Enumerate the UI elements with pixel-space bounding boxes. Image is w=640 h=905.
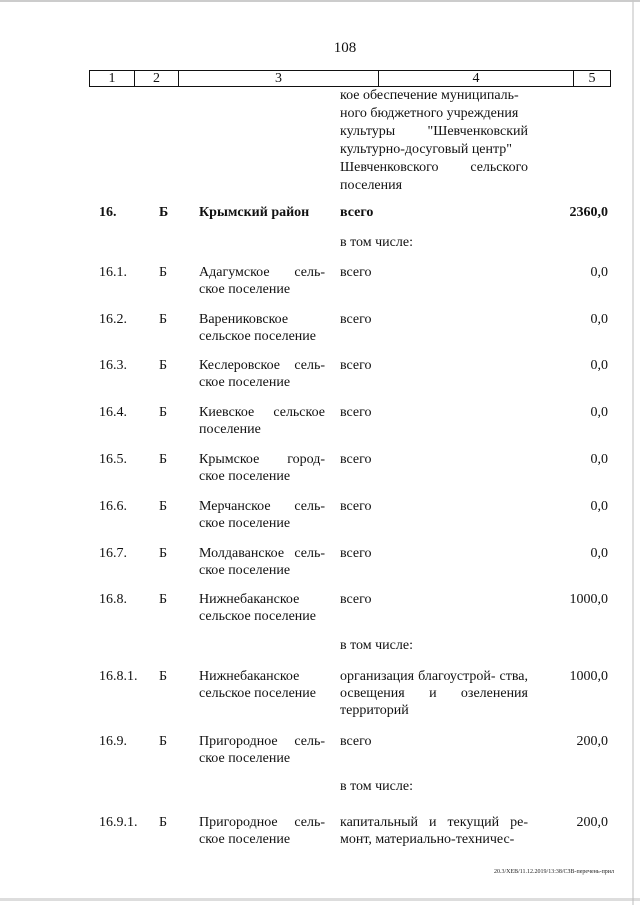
- row-amount: 200,0: [576, 734, 608, 749]
- row-category: Б: [159, 734, 168, 749]
- row-category: Б: [159, 592, 168, 607]
- row-name: Крымское город- ское поселение: [199, 452, 325, 484]
- row-number: 16.2.: [99, 312, 127, 327]
- row-description: всего: [340, 546, 372, 561]
- row-amount: 0,0: [590, 358, 608, 373]
- row-name: Варениковское сельское поселение: [199, 312, 316, 344]
- scan-edge-bottom: [0, 898, 640, 901]
- header-col-5: 5: [588, 71, 596, 86]
- row-amount: 2360,0: [569, 205, 608, 220]
- row-category: Б: [159, 265, 168, 280]
- including-label: в том числе:: [340, 235, 413, 250]
- row-amount: 0,0: [590, 546, 608, 561]
- row-number: 16.8.: [99, 592, 127, 607]
- row-description: всего: [340, 205, 374, 220]
- row-category: Б: [159, 452, 168, 467]
- row-description: всего: [340, 358, 372, 373]
- row-number: 16.9.1.: [99, 815, 138, 830]
- row-amount: 200,0: [576, 815, 608, 830]
- row-amount: 0,0: [590, 452, 608, 467]
- row-category: Б: [159, 815, 168, 830]
- row-number: 16.: [99, 205, 117, 220]
- including-label: в том числе:: [340, 638, 413, 653]
- row-name: Мерчанское сель- ское поселение: [199, 499, 325, 531]
- row-category: Б: [159, 499, 168, 514]
- row-name: Пригородное сель- ское поселение: [199, 815, 325, 847]
- document-footer-code: 20.3/ХЕВ/11.12.2019/13:38/СЗВ-перечень-прил: [493, 869, 614, 875]
- row-description: всего: [340, 592, 372, 607]
- row-number: 16.9.: [99, 734, 127, 749]
- including-label: в том числе:: [340, 779, 413, 794]
- row-number: 16.6.: [99, 499, 127, 514]
- row-category: Б: [159, 312, 168, 327]
- row-amount: 0,0: [590, 499, 608, 514]
- row-number: 16.5.: [99, 452, 127, 467]
- row-description: всего: [340, 452, 372, 467]
- row-description: всего: [340, 312, 372, 327]
- row-name: Кеслеровское сель- ское поселение: [199, 358, 325, 390]
- row-amount: 1000,0: [569, 669, 608, 684]
- row-number: 16.1.: [99, 265, 127, 280]
- row-amount: 1000,0: [569, 592, 608, 607]
- table-header: [89, 70, 611, 87]
- row-description: всего: [340, 499, 372, 514]
- row-name: Крымский район: [199, 205, 310, 220]
- row-category: Б: [159, 358, 168, 373]
- row-name: Киевское сельское поселение: [199, 405, 325, 437]
- scan-edge-right: [632, 0, 634, 905]
- header-col-3: 3: [179, 71, 379, 86]
- continuation-line: ного бюджетного учреждения: [340, 106, 519, 121]
- row-name: Нижнебаканское сельское поселение: [199, 669, 316, 701]
- continuation-line: культуры "Шевченковский: [340, 124, 528, 139]
- row-number: 16.7.: [99, 546, 127, 561]
- row-category: Б: [159, 205, 169, 220]
- row-amount: 0,0: [590, 265, 608, 280]
- page-number: 108: [333, 40, 357, 56]
- header-col-1: 1: [90, 71, 135, 86]
- continuation-line: Шевченковского сельского: [340, 160, 528, 175]
- row-amount: 0,0: [590, 312, 608, 327]
- row-description: всего: [340, 734, 372, 749]
- row-number: 16.8.1.: [99, 669, 138, 684]
- continuation-line: культурно-досуговый центр": [340, 142, 513, 157]
- row-number: 16.3.: [99, 358, 127, 373]
- continuation-line: поселения: [340, 178, 403, 193]
- row-number: 16.4.: [99, 405, 127, 420]
- row-name: Адагумское сель- ское поселение: [199, 265, 325, 297]
- row-description: всего: [340, 265, 372, 280]
- row-description: всего: [340, 405, 372, 420]
- scan-edge-top: [0, 0, 640, 2]
- header-col-4: 4: [379, 71, 574, 86]
- row-category: Б: [159, 669, 168, 684]
- row-amount: 0,0: [590, 405, 608, 420]
- row-category: Б: [159, 546, 168, 561]
- continuation-text: [340, 87, 528, 195]
- row-name: Молдаванское сель- ское поселение: [199, 546, 325, 578]
- row-category: Б: [159, 405, 168, 420]
- row-description: капитальный и текущий ре- монт, материально-техничес-: [340, 815, 528, 847]
- row-description: организация благоустрой- ства, освещения и озеленения территорий: [340, 669, 528, 718]
- row-name: Пригородное сель- ское поселение: [199, 734, 325, 766]
- row-name: Нижнебаканское сельское поселение: [199, 592, 316, 624]
- continuation-line: кое обеспечение муниципаль-: [340, 88, 519, 103]
- header-col-2: 2: [135, 71, 179, 86]
